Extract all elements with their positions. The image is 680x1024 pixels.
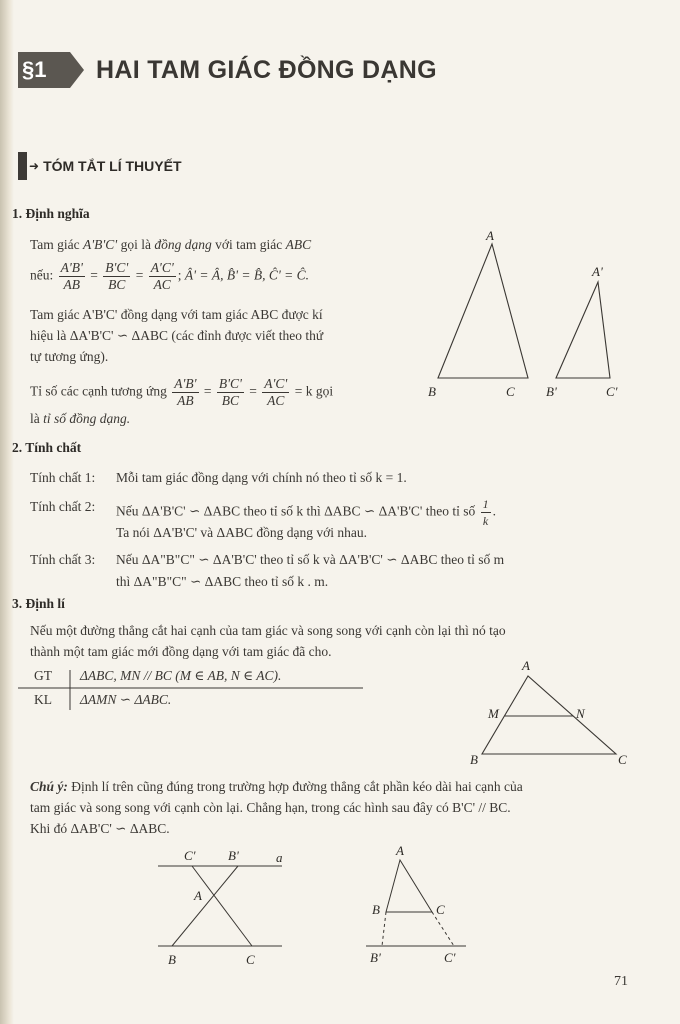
property3-text: Nếu ΔA"B"C" ∽ ΔA'B'C' theo tỉ số k và ΔA'B'C' ∽ ΔABC theo tỉ số m — [116, 552, 505, 567]
title-text: HAI TAM GIÁC ĐỒNG DẠNG — [96, 55, 437, 84]
label-A3: A — [194, 888, 202, 903]
label-C: C — [506, 384, 515, 399]
label-C2: C — [618, 752, 627, 766]
property1-label: Tính chất 1: — [30, 470, 96, 485]
kl-label: KL — [34, 692, 52, 707]
label-Bp3: B' — [228, 848, 239, 863]
theorem-line2: thành một tam giác mới đồng dạng với tam giác đã cho. — [30, 644, 332, 659]
label-B3: B — [168, 952, 176, 967]
label-Ap: A' — [592, 264, 603, 279]
page-number: 71 — [614, 974, 628, 989]
ratio-label: Tỉ số các cạnh tương ứng — [30, 383, 167, 399]
definition-notation — [30, 304, 410, 367]
kl-text: ΔAMN ∽ ΔABC. — [80, 692, 172, 707]
triangle-apbpcp — [556, 282, 610, 378]
neu-label: nếu: — [30, 267, 54, 283]
def-text2: gọi là — [120, 237, 151, 252]
section3-heading: 3. Định lí — [12, 596, 65, 611]
ratio-fraction-ab: $\frac{A'B'}{AB}$ — [174, 376, 197, 408]
fraction-bc: $\frac{B'C'}{BC}$ — [105, 260, 129, 292]
note-text1: Định lí trên cũng đúng trong trường hợp đường thẳng cắt phần kéo dài hai cạnh của — [71, 779, 523, 794]
note-block — [30, 776, 660, 839]
note-line2: tam giác và song song với cạnh còn lại. Chẳng hạn, trong các hình sau đây có B'C' // BC. — [30, 800, 511, 815]
angle-equalities: Â' = Â, B̂' = B̂, Ĉ' = Ĉ. — [184, 267, 309, 283]
ratio-definition: Tỉ số các cạnh tương ứng $\frac{A'B'}{AB}$ = $\frac{B'C'}{BC}$ = $\frac{A'C'}{AC}$ = k gọi — [30, 376, 334, 408]
lesson-title — [18, 52, 437, 88]
definition-condition: nếu: $\frac{A'B'}{AB}$ = $\frac{B'C'}{BC}$ = $\frac{A'C'}{AC}$ ; Â' = Â, B̂' = B̂, Ĉ' = Ĉ. — [30, 260, 309, 292]
theorem-figure — [470, 656, 650, 766]
label-Cp: C' — [606, 384, 618, 399]
label-A: A — [486, 228, 494, 243]
property2-label: Tính chất 2: — [30, 499, 96, 514]
property2-main: Nếu ΔA'B'C' ∽ ΔABC theo tỉ số k thì ΔABC ∽ ΔA'B'C' theo tỉ số — [116, 503, 476, 519]
note-label: Chú ý: — [30, 779, 68, 794]
ratio-la: là — [30, 411, 40, 426]
label-M: M — [488, 706, 499, 721]
label-Cp4: C' — [444, 950, 456, 965]
definition-line1 — [30, 234, 410, 255]
label-a: a — [276, 850, 283, 865]
property2-text2: Ta nói ΔA'B'C' và ΔABC đồng dạng với nhau. — [116, 525, 367, 540]
extension-figure-2 — [360, 842, 480, 970]
label-Cp3: C' — [184, 848, 196, 863]
triangle-abc — [438, 244, 528, 378]
notation-line1: Tam giác A'B'C' đồng dạng với tam giác ABC được kí — [30, 307, 323, 322]
bookmark-icon — [18, 152, 27, 180]
notation-line3: tự tương ứng). — [30, 349, 109, 364]
theorem-line1: Nếu một đường thẳng cắt hai cạnh của tam giác và song song với cạnh còn lại thì nó tạo — [30, 623, 506, 638]
label-A4: A — [396, 843, 404, 858]
def-triangle2: ABC — [285, 237, 312, 252]
label-C3: C — [246, 952, 255, 967]
label-B: B — [428, 384, 436, 399]
note-line3: Khi đó ΔAB'C' ∽ ΔABC. — [30, 821, 170, 836]
property2-fraction: $\frac{1}{k}$ — [482, 497, 489, 528]
summary-text: TÓM TẮT LÍ THUYẾT — [43, 158, 182, 174]
property3-label: Tính chất 3: — [30, 552, 96, 567]
triangle-abc-theorem — [482, 676, 616, 754]
section1-heading: 1. Định nghĩa — [12, 206, 90, 221]
label-C4: C — [436, 902, 445, 917]
gt-text: ΔABC, MN // BC (M ∈ AB, N ∈ AC). — [80, 668, 282, 683]
summary-heading — [18, 152, 182, 180]
label-A2: A — [522, 658, 530, 673]
ratio-end: = k gọi — [294, 383, 334, 399]
label-N: N — [576, 706, 585, 721]
property3-text2: thì ΔA"B"C" ∽ ΔABC theo tỉ số k . m. — [116, 574, 329, 589]
notation-line2: hiệu là ΔA'B'C' ∽ ΔABC (các đỉnh được viết theo thứ — [30, 328, 324, 343]
ratio-fraction-ac: $\frac{A'C'}{AC}$ — [264, 376, 288, 408]
section2-heading: 2. Tính chất — [12, 440, 82, 455]
ratio-fraction-bc: $\frac{B'C'}{BC}$ — [218, 376, 242, 408]
similar-triangles-figure — [420, 226, 640, 406]
property1-text: Mỗi tam giác đồng dạng với chính nó theo tỉ số k = 1. — [116, 470, 407, 485]
property2-text: Nếu ΔA'B'C' ∽ ΔABC theo tỉ số k thì ΔABC ∽ ΔA'B'C' theo tỉ số $\frac{1}{k}$ . — [116, 497, 496, 528]
note-line1 — [30, 776, 660, 797]
ratio-term: tỉ số đồng dạng. — [43, 411, 131, 426]
fraction-ab: $\frac{A'B'}{AB}$ — [60, 260, 83, 292]
fraction-ac: $\frac{A'C'}{AC}$ — [150, 260, 174, 292]
arrow-right-icon: ➜ — [29, 159, 40, 173]
def-triangle: A'B'C' — [83, 237, 118, 252]
ratio-term-line — [30, 408, 130, 429]
def-term: đồng dạng — [154, 237, 212, 252]
extension-figure-1 — [154, 846, 304, 971]
label-B2: B — [470, 752, 478, 766]
page-spine-shadow — [0, 0, 14, 1024]
def-text3: với tam giác — [215, 237, 283, 252]
def-text: Tam giác — [30, 237, 80, 252]
label-Bp4: B' — [370, 950, 381, 965]
label-Bp: B' — [546, 384, 557, 399]
section-badge: §1 — [18, 52, 70, 88]
label-B4: B — [372, 902, 380, 917]
gt-label: GT — [34, 668, 52, 683]
